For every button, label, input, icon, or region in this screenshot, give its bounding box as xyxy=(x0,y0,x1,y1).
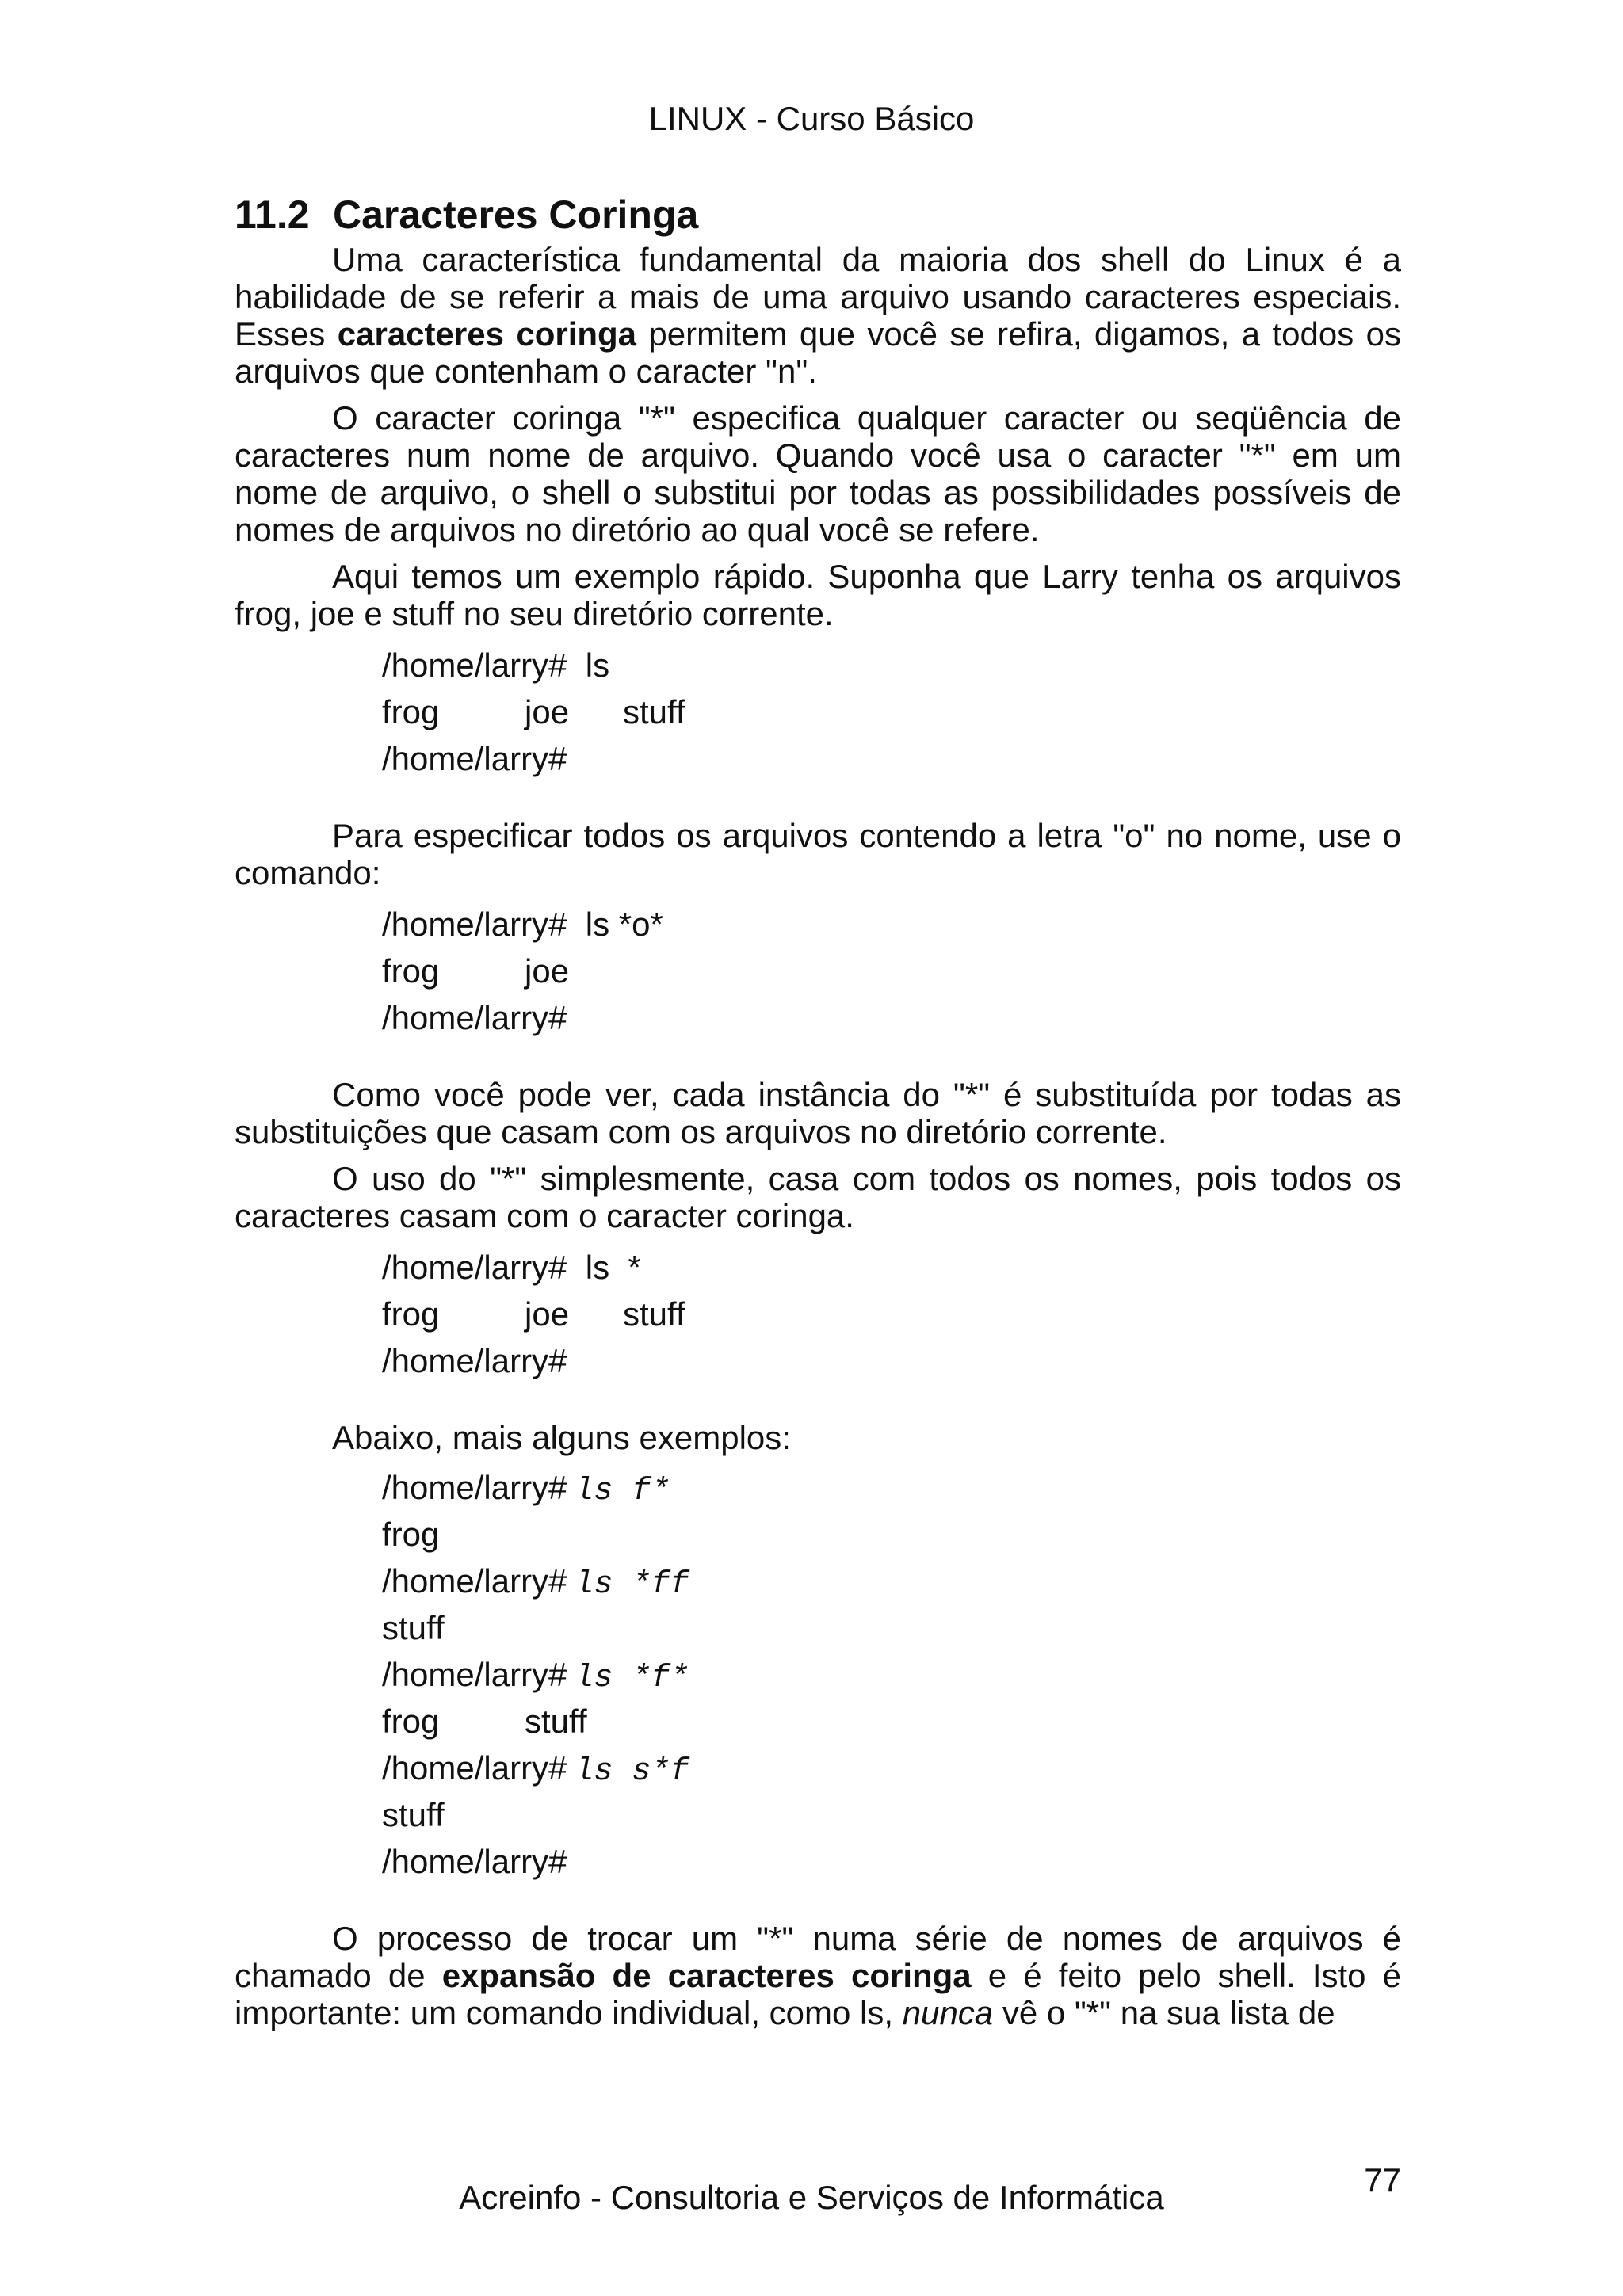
file-name: frog xyxy=(382,1703,440,1740)
file-name: stuff xyxy=(623,1295,685,1333)
examples-intro: Abaixo, mais alguns exemplos: xyxy=(332,1419,791,1456)
code-output xyxy=(382,1698,1401,1745)
code-line xyxy=(382,642,1401,688)
more-examples xyxy=(382,1464,1401,1885)
text-run: permitem que você se refira, digamos, a todos os arquivos que contenham o caracter "n". xyxy=(235,315,1401,390)
file-name: joe xyxy=(525,693,570,730)
page-header: LINUX - Curso Básico xyxy=(648,100,975,137)
file-name: stuff xyxy=(525,1703,587,1740)
shell-prompt: /home/larry# xyxy=(382,740,567,777)
page-content xyxy=(235,190,1401,2041)
code-output xyxy=(382,948,1401,994)
code-line xyxy=(382,735,1401,782)
code-line xyxy=(382,1838,1401,1885)
file-name: joe xyxy=(525,1295,570,1333)
code-line xyxy=(382,1464,1401,1511)
file-name: stuff xyxy=(382,1609,445,1646)
shell-command: ls *f* xyxy=(575,1661,689,1696)
page-footer: Acreinfo - Consultoria e Serviços de Informática xyxy=(459,2179,1164,2216)
text-run: vê o "*" na sua lista de xyxy=(993,1994,1335,2031)
bold-term: expansão de caracteres coringa xyxy=(441,1957,972,1994)
code-output xyxy=(382,1604,1401,1651)
code-line xyxy=(382,1244,1401,1291)
example-ls xyxy=(382,642,1401,782)
shell-prompt: /home/larry# xyxy=(382,999,567,1036)
shell-command: ls * xyxy=(585,1249,641,1286)
shell-prompt: /home/larry# xyxy=(382,1249,567,1286)
shell-command: ls s*f xyxy=(575,1754,689,1790)
example-ls-star xyxy=(382,1244,1401,1384)
text-run: Uma característica fundamental da maioria dos shell do Linux é a habilidade de se referir a mais de uma arquivo usando caracteres especiais. Esses xyxy=(235,241,1401,353)
code-output xyxy=(382,1511,1401,1558)
file-name: frog xyxy=(382,1295,440,1333)
shell-prompt: /home/larry# xyxy=(382,1749,567,1787)
file-name: stuff xyxy=(382,1796,445,1833)
code-line xyxy=(382,1558,1401,1604)
section-number: 11.2 xyxy=(235,193,310,237)
code-line xyxy=(382,1651,1401,1698)
shell-prompt: /home/larry# xyxy=(382,1843,567,1880)
text-run: O processo de trocar um "*" numa série de nomes de arquivos é chamado de xyxy=(235,1920,1401,1994)
shell-command: ls *ff xyxy=(575,1567,689,1603)
shell-command: ls *o* xyxy=(585,906,663,943)
bold-term: caracteres coringa xyxy=(337,315,637,353)
page-number: 77 xyxy=(1364,2161,1401,2199)
example-ls-o xyxy=(382,901,1401,1041)
section-heading xyxy=(235,190,1401,239)
italic-term: nunca xyxy=(902,1994,994,2031)
shell-prompt: /home/larry# xyxy=(382,1562,567,1600)
shell-command: ls f* xyxy=(575,1474,670,1509)
shell-command: ls xyxy=(585,646,610,684)
paragraph-6: O uso do "*" simplesmente, casa com todos os nomes, pois todos os caracteres casam com o caracter coringa. xyxy=(235,1160,1401,1234)
code-line xyxy=(382,901,1401,948)
shell-prompt: /home/larry# xyxy=(382,1342,567,1379)
file-name: frog xyxy=(382,693,440,730)
shell-prompt: /home/larry# xyxy=(382,1656,567,1693)
paragraph-8 xyxy=(235,1920,1401,2031)
paragraph-1 xyxy=(235,241,1401,390)
code-output xyxy=(382,688,1401,735)
shell-prompt: /home/larry# xyxy=(382,1469,567,1506)
paragraph-2: O caracter coringa "*" especifica qualquer caracter ou seqüência de caracteres num nome de arquivo. Quando você usa o caracter "*" em um nome de arquivo, o shell o substitui por todas as possibilidades possíveis de nomes de arquivos no diretório ao qual você se refere. xyxy=(235,399,1401,548)
code-line xyxy=(382,994,1401,1041)
code-output xyxy=(382,1291,1401,1337)
shell-prompt: /home/larry# xyxy=(382,646,567,684)
shell-prompt: /home/larry# xyxy=(382,906,567,943)
file-name: stuff xyxy=(623,693,685,730)
file-name: frog xyxy=(382,1516,440,1553)
file-name: joe xyxy=(525,952,570,990)
paragraph-5: Como você pode ver, cada instância do "*" é substituída por todas as substituições que casam com os arquivos no diretório corrente. xyxy=(235,1076,1401,1150)
paragraph-4: Para especificar todos os arquivos contendo a letra "o" no nome, use o comando: xyxy=(235,817,1401,891)
code-output xyxy=(382,1791,1401,1838)
file-name: frog xyxy=(382,952,440,990)
code-line xyxy=(382,1337,1401,1384)
section-title: Caracteres Coringa xyxy=(333,193,699,237)
text-run: e é feito pelo shell. Isto é importante: um comando individual, como ls, xyxy=(235,1957,1401,2031)
paragraph-3: Aqui temos um exemplo rápido. Suponha que Larry tenha os arquivos frog, joe e stuff no seu diretório corrente. xyxy=(235,558,1401,632)
code-line xyxy=(382,1745,1401,1791)
